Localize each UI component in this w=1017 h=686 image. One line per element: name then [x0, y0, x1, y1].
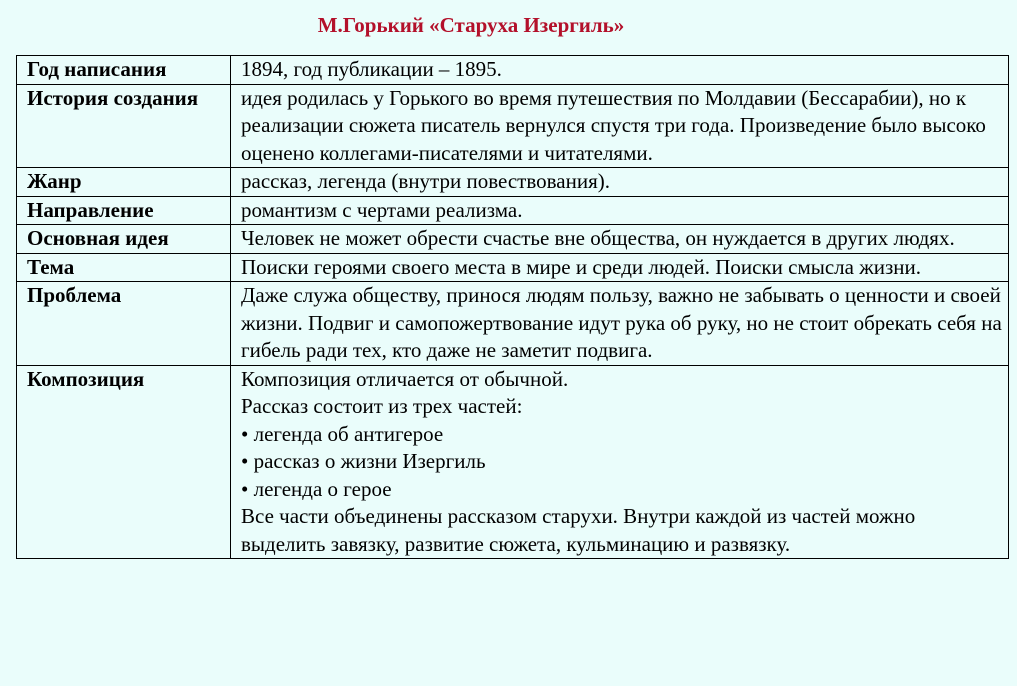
row-value-line: Композиция отличается от обычной. — [241, 366, 569, 391]
row-label: Жанр — [17, 168, 231, 197]
table-row — [17, 56, 1009, 85]
row-value-line: 1894, год публикации – 1895. — [241, 57, 502, 81]
row-value — [231, 56, 1009, 85]
row-value-line: Все части объединены рассказом старухи. Внутри каждой из частей можно выделить завязку, развитие сюжета, кульминацию и развязку. — [241, 504, 916, 556]
row-value — [231, 196, 1009, 225]
row-value-line: Рассказ состоит из трех частей: — [241, 394, 523, 418]
row-value-line: Поиски героями своего места в мире и среди людей. Поиски смысла жизни. — [241, 254, 921, 279]
list-item: • легенда о герое — [241, 476, 392, 501]
table-row — [17, 196, 1009, 225]
row-label: История создания — [17, 84, 231, 168]
table-row — [17, 225, 1009, 254]
info-table — [16, 55, 1009, 559]
row-label: Проблема — [17, 282, 231, 366]
page-title: М.Горький «Старуха Изергиль» — [317, 13, 625, 37]
row-value — [231, 365, 1009, 559]
row-value — [231, 225, 1009, 254]
row-value-line: романтизм с чертами реализма. — [241, 197, 523, 222]
row-label: Тема — [17, 253, 231, 282]
row-label: Направление — [17, 196, 231, 225]
row-value-line: идея родилась у Горького во время путешествия по Молдавии (Бессарабии), но к реализации сюжета писатель вернулся спустя три года. Произведение было высоко оценено коллегами-писателями и читателями. — [241, 85, 986, 165]
table-row — [17, 168, 1009, 197]
list-item: • легенда об антигерое — [241, 421, 444, 446]
table-row — [17, 84, 1009, 168]
row-value-line: рассказ, легенда (внутри повествования). — [241, 169, 610, 193]
row-value — [231, 168, 1009, 197]
list-item: • рассказ о жизни Изергиль — [241, 449, 486, 473]
table-row — [17, 365, 1009, 559]
table-row — [17, 253, 1009, 282]
row-value — [231, 282, 1009, 366]
row-label: Композиция — [17, 365, 231, 559]
row-value — [231, 253, 1009, 282]
row-label: Год написания — [17, 56, 231, 85]
table-row — [17, 282, 1009, 366]
row-label: Основная идея — [17, 225, 231, 254]
row-value — [231, 84, 1009, 168]
row-value-line: Человек не может обрести счастье вне общества, он нуждается в других людях. — [241, 226, 955, 250]
row-value-line: Даже служа обществу, принося людям пользу, важно не забывать о ценности и своей жизни. Подвиг и самопожертвование идут рука об руку, но не стоит обрекать себя на гибель ради тех, кто даже не заметит подвига. — [241, 283, 1002, 362]
